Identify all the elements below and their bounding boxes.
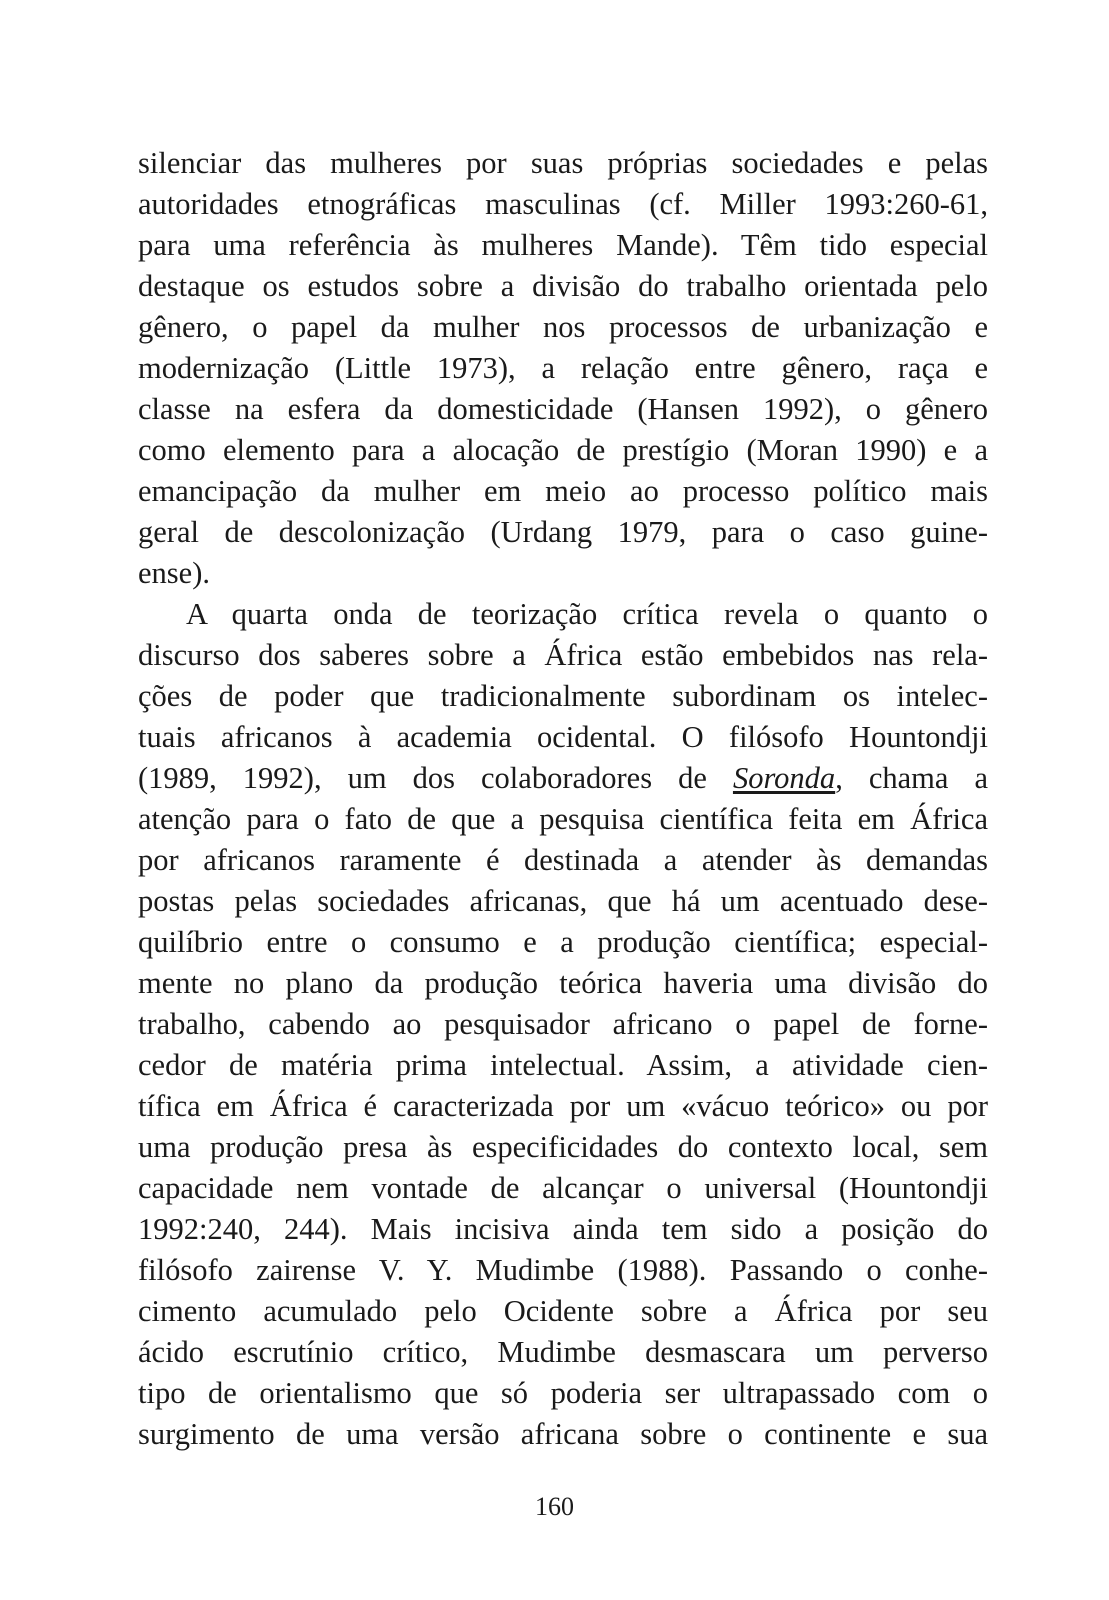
text-line: surgimento de uma versão africana sobre o continente e sua <box>138 1417 988 1451</box>
text-line: ções de poder que tradicionalmente subordinam os intelec- <box>138 679 988 713</box>
text-line-soronda <box>138 758 988 799</box>
text-line: geral de descolonização (Urdang 1979, para o caso guine- <box>138 515 988 549</box>
text-segment: (1989, 1992), um dos colaboradores de <box>138 761 733 795</box>
text-segment: , chama a <box>835 761 988 795</box>
page-number: 160 <box>535 1492 574 1521</box>
paragraph-1 <box>138 143 988 594</box>
text-line: tipo de orientalismo que só poderia ser ultrapassado com o <box>138 1376 988 1410</box>
text-line: classe na esfera da domesticidade (Hansen 1992), o gênero <box>138 392 988 426</box>
text-line: trabalho, cabendo ao pesquisador africano o papel de forne- <box>138 1007 988 1041</box>
text-line: postas pelas sociedades africanas, que há um acentuado dese- <box>138 884 988 918</box>
body-text <box>138 143 988 1455</box>
text-line: modernização (Little 1973), a relação entre gênero, raça e <box>138 351 988 385</box>
paragraph-2 <box>138 594 988 1455</box>
text-line: tífica em África é caracterizada por um «vácuo teórico» ou por <box>138 1089 988 1123</box>
text-line: ense). <box>138 556 210 590</box>
text-line: 1992:240, 244). Mais incisiva ainda tem sido a posição do <box>138 1212 988 1246</box>
text-line: destaque os estudos sobre a divisão do trabalho orientada pelo <box>138 269 988 303</box>
text-line: cedor de matéria prima intelectual. Assim, a atividade cien- <box>138 1048 988 1082</box>
text-line: silenciar das mulheres por suas próprias sociedades e pelas <box>138 146 988 180</box>
text-line: gênero, o papel da mulher nos processos de urbanização e <box>138 310 988 344</box>
text-line: A quarta onda de teorização crítica revela o quanto o <box>186 597 988 631</box>
journal-title-soronda: Soronda <box>732 761 836 795</box>
text-line: para uma referência às mulheres Mande). Têm tido especial <box>138 228 988 262</box>
text-line: mente no plano da produção teórica haveria uma divisão do <box>138 966 988 1000</box>
text-line: cimento acumulado pelo Ocidente sobre a África por seu <box>138 1294 988 1328</box>
text-line: capacidade nem vontade de alcançar o universal (Hountondji <box>138 1171 988 1205</box>
text-line: como elemento para a alocação de prestígio (Moran 1990) e a <box>138 433 988 467</box>
text-line: atenção para o fato de que a pesquisa científica feita em África <box>138 802 988 836</box>
text-line: autoridades etnográficas masculinas (cf. Miller 1993:260-61, <box>138 187 988 221</box>
text-line: tuais africanos à academia ocidental. O filósofo Hountondji <box>138 720 988 754</box>
text-line: ácido escrutínio crítico, Mudimbe desmascara um perverso <box>138 1335 988 1369</box>
text-line: filósofo zairense V. Y. Mudimbe (1988). Passando o conhe- <box>138 1253 988 1287</box>
text-line: quilíbrio entre o consumo e a produção científica; especial- <box>138 925 988 959</box>
text-line: por africanos raramente é destinada a atender às demandas <box>138 843 988 877</box>
text-line: emancipação da mulher em meio ao processo político mais <box>138 474 988 508</box>
text-line: discurso dos saberes sobre a África estão embebidos nas rela- <box>138 638 988 672</box>
text-line: uma produção presa às especificidades do contexto local, sem <box>138 1130 988 1164</box>
